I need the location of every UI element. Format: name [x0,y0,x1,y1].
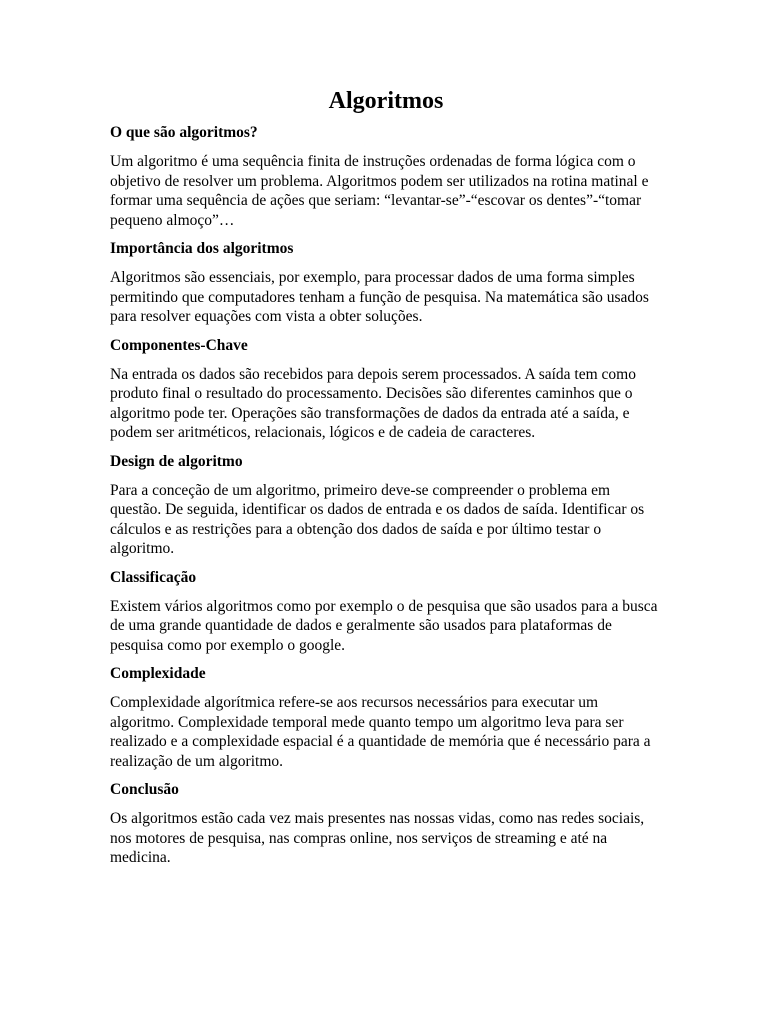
section-body: Algoritmos são essenciais, por exemplo, para processar dados de uma forma simples permitindo que computadores tenham a função de pesquisa. Na matemática são usados para resolver equações com vista a obter soluções. [110,269,649,325]
section-key-components [110,336,662,443]
section-conclusion [110,780,662,868]
section-algorithm-design [110,452,662,559]
section-body: Um algoritmo é uma sequência finita de instruções ordenadas de forma lógica com o objetivo de resolver um problema. Algoritmos podem ser utilizados na rotina matinal e formar uma sequência de ações que seriam: “levantar-se”-“escovar os dentes”-“tomar pequeno almoço”… [110,153,649,229]
section-body: Complexidade algorítmica refere-se aos recursos necessários para executar um algoritmo. Complexidade temporal mede quanto tempo um algoritmo leva para ser realizado e a complexidade espacial é a quantidade de memória que é necessário para a realização de um algoritmo. [110,694,651,770]
section-complexity [110,664,662,771]
section-body: Os algoritmos estão cada vez mais presentes nas nossas vidas, como nas redes sociais, nos motores de pesquisa, nas compras online, nos serviços de streaming e até na medicina. [110,810,645,866]
document-title: Algoritmos [328,88,444,114]
section-heading: Classificação [110,568,197,586]
document-page [110,86,662,877]
section-importance [110,239,662,327]
section-body: Para a conceção de um algoritmo, primeiro deve-se compreender o problema em questão. De seguida, identificar os dados de entrada e os dados de saída. Identificar os cálculos e as restrições para a obtenção dos dados de saída e por último testar o algoritmo. [110,481,645,557]
section-heading: Componentes-Chave [110,336,248,354]
section-heading: Design de algoritmo [110,452,243,470]
section-heading: Importância dos algoritmos [110,240,294,257]
section-classification [110,568,662,656]
section-heading: O que são algoritmos? [110,124,258,141]
section-what-are-algorithms [110,123,662,230]
section-heading: Conclusão [110,781,179,798]
section-heading: Complexidade [110,665,206,682]
section-body: Existem vários algoritmos como por exemplo o de pesquisa que são usados para a busca de uma grande quantidade de dados e geralmente são usados para plataformas de pesquisa como por exemplo o google. [110,597,658,654]
section-body: Na entrada os dados são recebidos para depois serem processados. A saída tem como produto final o resultado do processamento. Decisões são diferentes caminhos que o algoritmo pode ter. Operações são transformações de dados da entrada até a saída, e podem ser aritméticos, relacionais, lógicos e de cadeia de caracteres. [110,365,636,441]
